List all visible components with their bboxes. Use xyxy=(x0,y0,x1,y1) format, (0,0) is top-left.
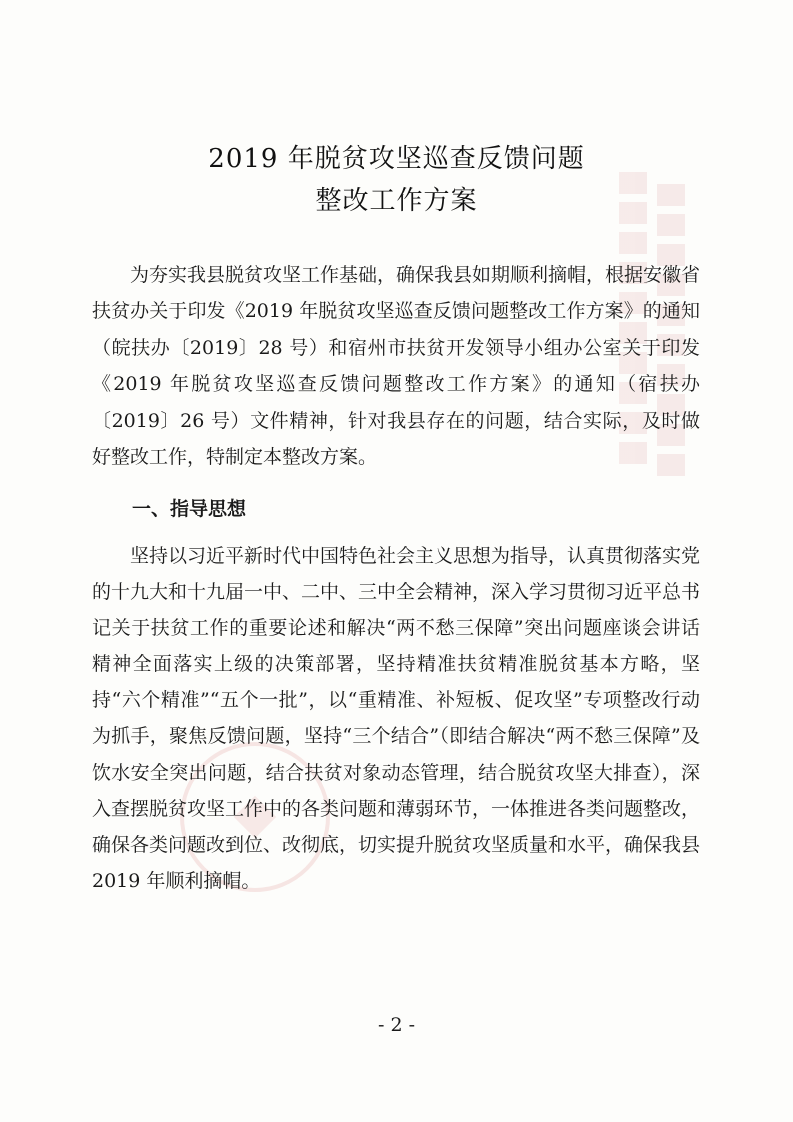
document-title-line-1: 2019 年脱贫攻坚巡查反馈问题 xyxy=(208,144,585,174)
section-heading-guiding-ideology: 一、指导思想 xyxy=(132,498,247,520)
intro-paragraph: 为夯实我县脱贫攻坚工作基础，确保我县如期顺利摘帽，根据安徽省扶贫办关于印发《2019 年脱贫攻坚巡查反馈问题整改工作方案》的通知（皖扶办〔2019〕28 号）和宿州市扶贫开发领导小组办公室关于印发《2019 年脱贫攻坚巡查反馈问题整改工作方案》的通知（宿扶办〔2019〕26 号）文件精神，针对我县存在的问题，结合实际，及时做好整改工作，特制定本整改方案。 xyxy=(92,264,701,469)
page-number: - 2 - xyxy=(377,1014,415,1036)
document-title-line-2: 整改工作方案 xyxy=(315,186,478,216)
guiding-ideology-paragraph: 坚持以习近平新时代中国特色社会主义思想为指导，认真贯彻落实党的十九大和十九届一中、二中、三中全会精神，深入学习贯彻习近平总书记关于扶贫工作的重要论述和解决“两不愁三保障”突出问题座谈会讲话精神全面落实上级的决策部署，坚持精准扶贫精准脱贫基本方略，坚持“六个精准”“五个一批”，以“重精准、补短板、促攻坚”专项整改行动为抓手，聚焦反馈问题，坚持“三个结合”（即结合解决“两不愁三保障”及饮水安全突出问题，结合扶贫对象动态管理，结合脱贫攻坚大排查），深入查摆脱贫攻坚工作中的各类问题和薄弱环节，一体推进各类问题整改，确保各类问题改到位、改彻底，切实提升脱贫攻坚质量和水平，确保我县 2019 年顺利摘帽。 xyxy=(92,545,701,892)
